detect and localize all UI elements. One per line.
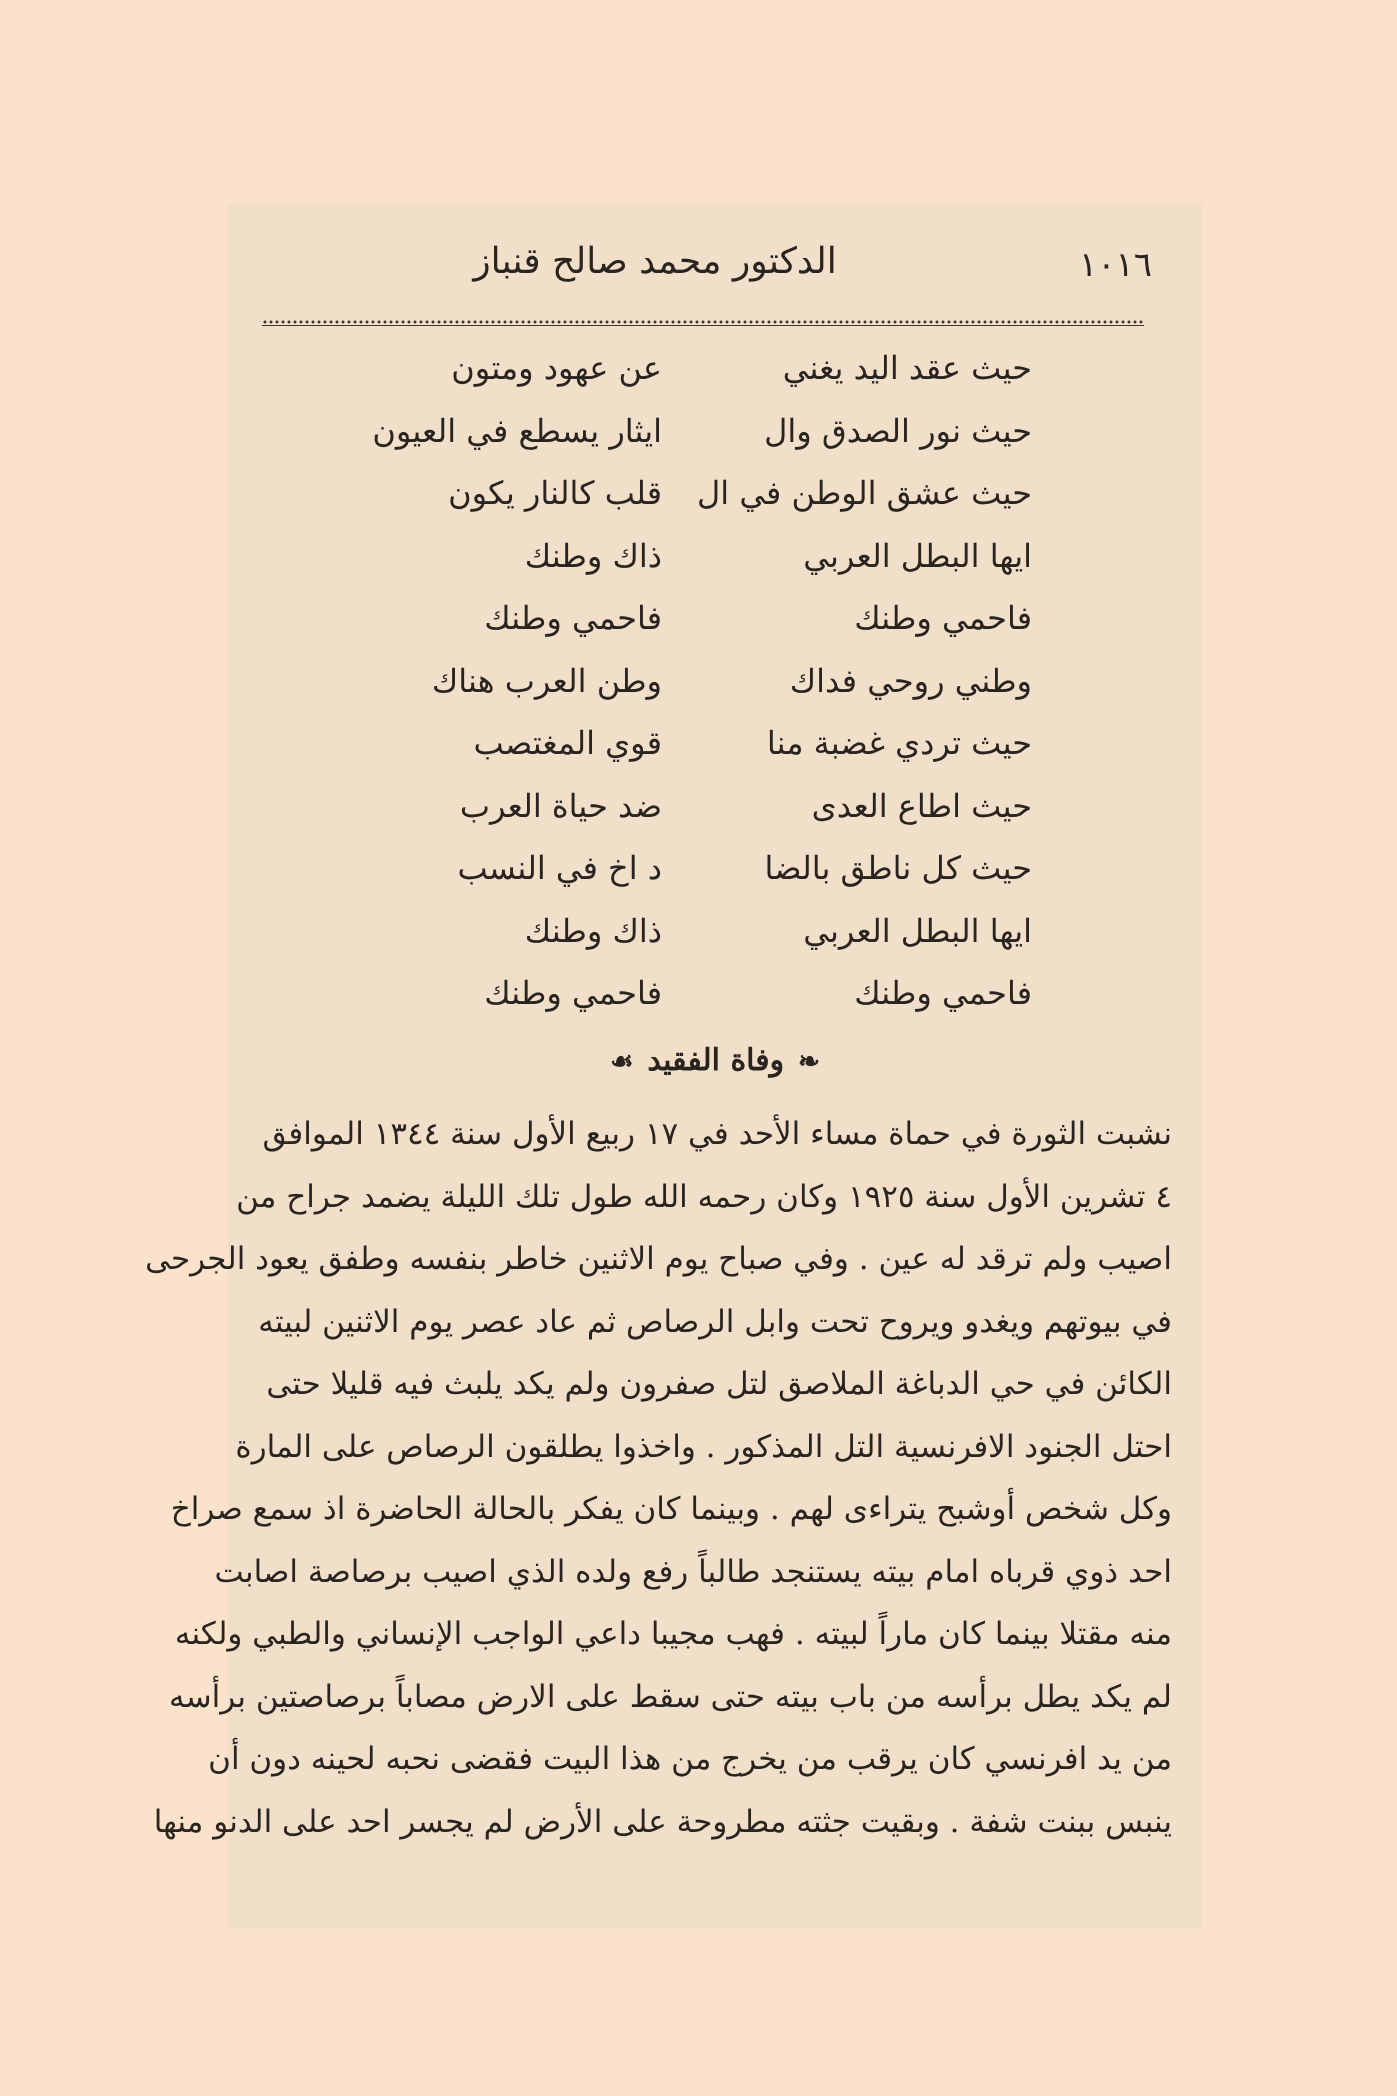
prose-line: نشبت الثورة في حماة مساء الأحد في ١٧ ربيع الأول سنة ١٣٤٤ الموافق (262, 1116, 1172, 1152)
header-rule (262, 319, 1144, 326)
prose-body (145, 1103, 1172, 1853)
verse-row (268, 906, 1142, 969)
verse-first-hemistich: حيث نور الصدق وال (764, 411, 1032, 450)
verse-first-hemistich: حيث اطاع العدى (811, 786, 1032, 825)
prose-line: الكائن في حي الدباغة الملاصق لتل صفرون ولم يكد يلبث فيه قليلا حتى (266, 1366, 1172, 1402)
page-number: ١٠١٦ (1078, 245, 1152, 285)
running-title: الدكتور محمد صالح قنباز (473, 241, 837, 282)
prose-line: ينبس ببنت شفة . وبقيت جثته مطروحة على الأرض لم يجسر احد على الدنو منها (153, 1803, 1172, 1840)
page-header (258, 233, 1172, 303)
verse-row (268, 593, 1142, 656)
verse-second-hemistich: فاحمي وطنك (484, 974, 662, 1012)
verse-row (268, 406, 1142, 469)
verse-first-hemistich: حيث عقد اليد يغني (782, 349, 1032, 387)
section-heading (228, 1043, 1202, 1078)
verse-first-hemistich: حيث عشق الوطن في ال (697, 474, 1032, 512)
verse-row (268, 718, 1142, 781)
verse-second-hemistich: ايثار يسطع في العيون (372, 411, 662, 450)
verse-second-hemistich: قلب كالنار يكون (448, 474, 662, 512)
verse-first-hemistich: فاحمي وطنك (854, 974, 1032, 1012)
verse-row (268, 968, 1142, 1031)
prose-line: احد ذوي قرباه امام بيته يستنجد طالباً رفع ولده الذي اصيب برصاصة اصابت (214, 1553, 1172, 1590)
prose-line: لم يكد يطل برأسه من باب بيته حتى سقط على الارض مصاباً برصاصتين برأسه (169, 1678, 1172, 1715)
verse-row (268, 781, 1142, 844)
prose-line: منه مقتلا بينما كان ماراً لبيته . فهب مجيبا داعي الواجب الإنساني والطبي ولكنه (174, 1616, 1172, 1652)
prose-line: من يد افرنسي كان يرقب من يخرج من هذا البيت فقضى نحبه لحينه دون أن (208, 1741, 1172, 1777)
verse-second-hemistich: قوي المغتصب (473, 724, 662, 762)
prose-line: وكل شخص أوشبح يتراءى لهم . وبينما كان يفكر بالحالة الحاضرة اذ سمع صراخ (170, 1491, 1172, 1527)
ornament-icon: ☙ (610, 1047, 634, 1077)
verse-second-hemistich: ذاك وطنك (524, 911, 662, 950)
verse-second-hemistich: د اخ في النسب (457, 849, 662, 887)
prose-line: ٤ تشرين الأول سنة ١٩٢٥ وكان رحمه الله طول تلك الليلة يضمد جراح من (236, 1178, 1172, 1215)
verse-first-hemistich: حيث كل ناطق بالضا (764, 849, 1032, 887)
verse-row (268, 531, 1142, 594)
prose-line: احتل الجنود الافرنسية التل المذكور . واخذوا يطلقون الرصاص على المارة (235, 1428, 1172, 1465)
verse-first-hemistich: ايها البطل العربي (803, 911, 1032, 950)
verse-first-hemistich: حيث تردي غضبة منا (766, 724, 1032, 762)
verse-second-hemistich: ذاك وطنك (524, 536, 662, 575)
prose-line: اصيب ولم ترقد له عين . وفي صباح يوم الاثنين خاطر بنفسه وطفق يعود الجرحى (145, 1241, 1172, 1277)
verse-row (268, 656, 1142, 719)
ornament-icon: ❧ (798, 1047, 820, 1077)
verse-first-hemistich: ايها البطل العربي (803, 536, 1032, 575)
verse-row (268, 343, 1142, 406)
verse-row (268, 843, 1142, 906)
verse-first-hemistich: وطني روحي فداك (789, 661, 1032, 700)
verse-second-hemistich: وطن العرب هناك (431, 661, 662, 700)
poem (268, 343, 1142, 1031)
verse-second-hemistich: فاحمي وطنك (484, 599, 662, 637)
section-heading-text: وفاة الفقيد (647, 1043, 785, 1078)
verse-second-hemistich: عن عهود ومتون (451, 349, 662, 387)
verse-row (268, 468, 1142, 531)
book-page (145, 203, 1202, 1929)
verse-second-hemistich: ضد حياة العرب (459, 786, 662, 825)
prose-line: في بيوتهم ويغدو ويروح تحت وابل الرصاص ثم عاد عصر يوم الاثنين لبيته (258, 1303, 1172, 1340)
verse-first-hemistich: فاحمي وطنك (854, 599, 1032, 637)
